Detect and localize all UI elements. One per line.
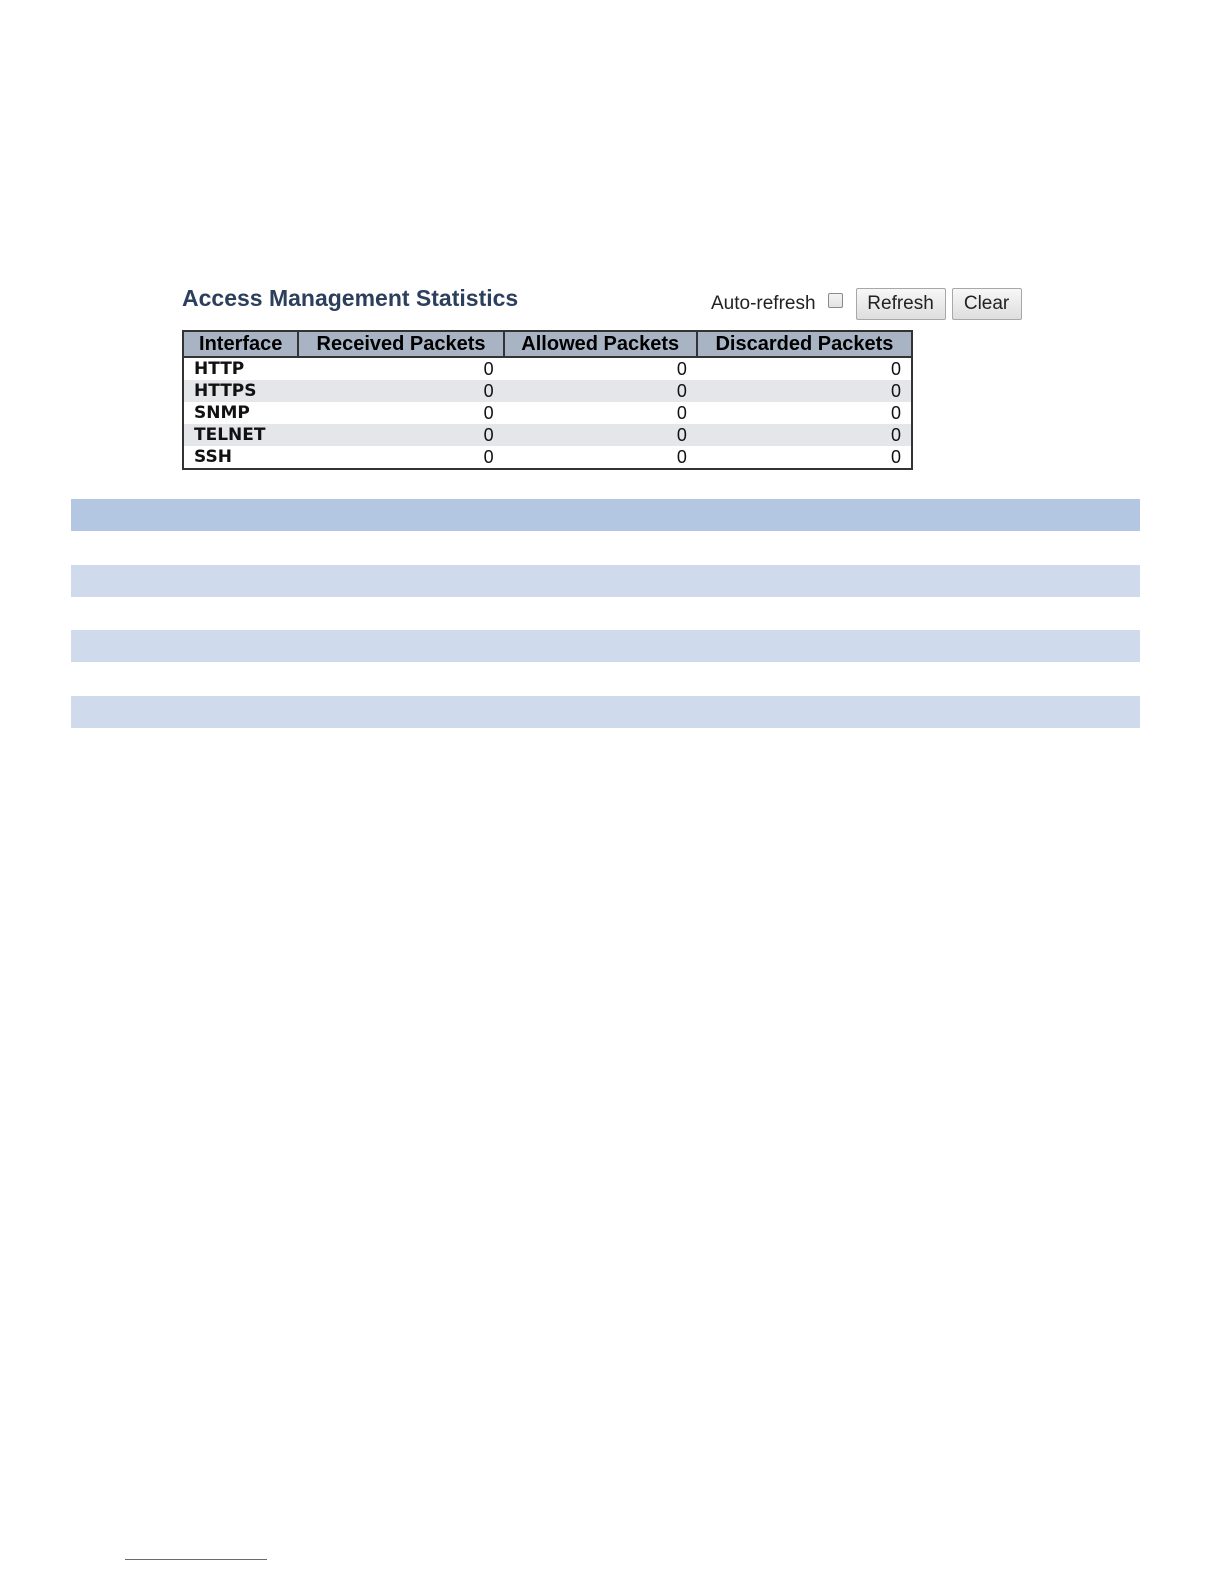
document-table-row-band xyxy=(71,696,1140,728)
interface-cell: HTTPS xyxy=(183,380,298,402)
access-management-panel xyxy=(182,283,1032,473)
clear-button[interactable]: Clear xyxy=(952,288,1022,320)
allowed-cell: 0 xyxy=(504,380,697,402)
allowed-cell: 0 xyxy=(504,446,697,469)
auto-refresh-label: Auto-refresh xyxy=(711,293,816,314)
received-cell: 0 xyxy=(298,402,503,424)
statistics-table xyxy=(182,330,913,470)
table-row xyxy=(183,446,912,469)
refresh-button[interactable]: Refresh xyxy=(856,288,946,320)
interface-cell: HTTP xyxy=(183,357,298,380)
table-row xyxy=(183,380,912,402)
document-table-row-band xyxy=(71,565,1140,597)
col-header-allowed: Allowed Packets xyxy=(504,331,697,357)
document-table-header-band xyxy=(71,499,1140,531)
auto-refresh-checkbox[interactable] xyxy=(828,293,843,308)
page-title: Access Management Statistics xyxy=(182,285,519,311)
discarded-cell: 0 xyxy=(697,380,912,402)
table-row xyxy=(183,357,912,380)
col-header-received: Received Packets xyxy=(298,331,503,357)
interface-cell: SNMP xyxy=(183,402,298,424)
table-header-row xyxy=(183,331,912,357)
received-cell: 0 xyxy=(298,380,503,402)
footnote-divider xyxy=(125,1559,267,1560)
received-cell: 0 xyxy=(298,446,503,469)
interface-cell: SSH xyxy=(183,446,298,469)
allowed-cell: 0 xyxy=(504,357,697,380)
interface-cell: TELNET xyxy=(183,424,298,446)
received-cell: 0 xyxy=(298,357,503,380)
col-header-interface: Interface xyxy=(183,331,298,357)
discarded-cell: 0 xyxy=(697,446,912,469)
allowed-cell: 0 xyxy=(504,424,697,446)
col-header-discarded: Discarded Packets xyxy=(697,331,912,357)
table-row xyxy=(183,424,912,446)
allowed-cell: 0 xyxy=(504,402,697,424)
table-row xyxy=(183,402,912,424)
toolbar xyxy=(711,287,1028,321)
discarded-cell: 0 xyxy=(697,424,912,446)
discarded-cell: 0 xyxy=(697,357,912,380)
received-cell: 0 xyxy=(298,424,503,446)
discarded-cell: 0 xyxy=(697,402,912,424)
document-table-row-band xyxy=(71,630,1140,662)
